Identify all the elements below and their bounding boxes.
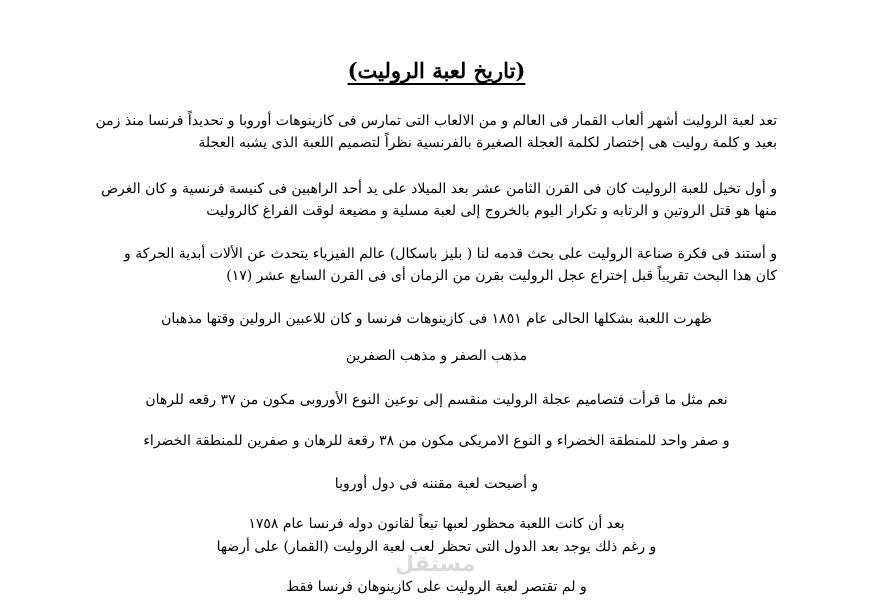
paragraph-line: تعد لعبة الروليت أشهر ألعاب القمار فى العالم و من الالعاب التى تمارس فى كازينوهات أوروبا و تحديداً فرنسا منذ زمن: [95, 113, 777, 129]
paragraph-line: مذهب الصفر و مذهب الصفرين: [345, 348, 528, 364]
watermark-logo: مستقل: [395, 552, 476, 577]
paragraph-line: منها هو قتل الروتين و الرتابه و تكرار اليوم بالخروج إلى لعبة مسلية و مضيعة لوقت الفراغ كالروليت: [206, 203, 777, 219]
paragraph-line: و أول تخيل للعبة الروليت كان فى القرن الثامن عشر بعد الميلاد على يد أحد الراهبين فى كنيسة فرنسية و كان الغرض: [101, 181, 777, 197]
paragraph-line: نعم مثل ما قرأت فتصاميم عجلة الروليت منقسم إلى نوعين النوع الأوروبى مكون من ٣٧ رقعه للرهان: [145, 392, 728, 408]
paragraph-line: و لم تقتصر لعبة الروليت على كازينوهان فرنسا فقط: [286, 579, 587, 595]
paragraph-line: و أستند فى فكرة صناعة الروليت على بحث قدمه لنا ( بليز باسكال) عالم الفيزياء يتحدث عن الألات أبدية الحركة و: [123, 246, 777, 262]
paragraph-line: بعد أن كانت اللعبة محظور لعبها تبعاً لقانون دوله فرنسا عام ١٧٥٨: [248, 516, 625, 532]
paragraph-line: كان هذا البحث تقريباً قبل إختراع عجل الروليت بقرن من الزمان أى فى القرن السابع عشر (١٧): [226, 268, 777, 284]
paragraph-line: و رغم ذلك يوجد بعد الدول التى تحظر لعب لعبة الروليت (القمار) على أرضها: [216, 539, 657, 555]
paragraph-line: ظهرت اللعبة بشكلها الحالى عام ١٨٥١ فى كازينوهات فرنسا و كان للاعبين الرولين وقتها مذهبان: [161, 311, 712, 327]
document-title: (تاريخ لعبة الروليت): [347, 58, 526, 83]
paragraph-line: و أصبحت لعبة مقننه فى دول أوروبا: [334, 476, 539, 492]
paragraph-line: بعيد و كلمة روليت هى إختصار لكلمة العجلة الصغيرة بالفرنسية نظراً لتصميم اللعبة الذى يشبه العجلة: [198, 135, 777, 151]
paragraph-line: و صفر واحد للمنطقة الخضراء و النوع الامريكى مكون من ٣٨ رقعة للرهان و صفرين للمنطقة الخضراء: [143, 433, 730, 449]
